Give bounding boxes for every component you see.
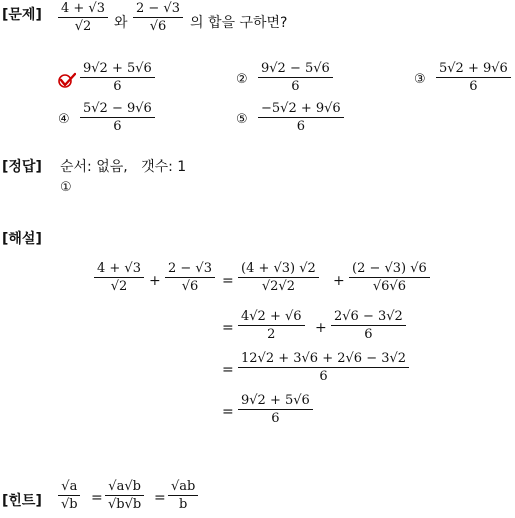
hint-fraction-1 xyxy=(58,480,81,511)
fraction-numerator: 9√2 − 5√6 xyxy=(258,62,333,78)
fraction-denominator: 6 xyxy=(296,118,305,134)
solution-step4-fraction xyxy=(238,394,313,425)
solution-step1-fraction-2 xyxy=(349,262,430,293)
fraction-numerator: 12√2 + 3√6 + 2√6 − 3√2 xyxy=(238,352,409,368)
hint-fraction-2 xyxy=(105,480,144,511)
conjunction-text: 와 xyxy=(114,15,128,31)
fraction-numerator: 9√2 + 5√6 xyxy=(80,62,155,78)
fraction-denominator: 6 xyxy=(319,368,328,384)
answer-value: ① xyxy=(60,180,72,195)
fraction-denominator: 2 xyxy=(267,326,276,342)
plus-sign: + xyxy=(333,273,345,289)
equals-sign: = xyxy=(222,273,234,289)
solution-step3-fraction xyxy=(238,352,409,383)
fraction-numerator: 5√2 − 9√6 xyxy=(80,102,155,118)
fraction-denominator: 6 xyxy=(271,410,280,426)
choice-2-fraction[interactable] xyxy=(258,62,333,93)
fraction-denominator: 6 xyxy=(291,78,300,94)
answer-label: [정답] xyxy=(2,159,42,175)
fraction-denominator: √6 xyxy=(149,18,167,34)
choice-2-marker[interactable]: ② xyxy=(236,72,248,87)
choice-5-fraction[interactable] xyxy=(258,102,344,133)
solution-step1-fraction-1 xyxy=(238,262,319,293)
equals-sign: = xyxy=(154,490,166,506)
fraction-numerator: √ab xyxy=(168,480,198,496)
fraction-denominator: √6√6 xyxy=(372,278,406,294)
fraction-numerator: 5√2 + 9√6 xyxy=(436,62,511,78)
solution-step2-fraction-1 xyxy=(238,310,305,341)
fraction-numerator: (4 + √3) √2 xyxy=(238,262,319,278)
question-text: 의 합을 구하면? xyxy=(190,15,288,31)
fraction-denominator: 6 xyxy=(469,78,478,94)
choice-5-marker[interactable]: ⑤ xyxy=(236,112,248,127)
fraction-numerator: 4√2 + √6 xyxy=(238,310,305,326)
problem-fraction-1 xyxy=(58,2,108,33)
fraction-numerator: −5√2 + 9√6 xyxy=(258,102,344,118)
problem-label: [문제] xyxy=(2,7,42,23)
solution-label: [해설] xyxy=(2,231,42,247)
choice-4-marker[interactable]: ④ xyxy=(58,112,70,127)
solution-lhs-fraction-2 xyxy=(165,262,215,293)
equals-sign: = xyxy=(222,362,234,378)
fraction-numerator: 4 + √3 xyxy=(94,262,144,278)
fraction-denominator: 6 xyxy=(364,326,373,342)
fraction-denominator: b xyxy=(179,496,188,512)
plus-sign: + xyxy=(315,320,327,336)
plus-sign: + xyxy=(149,273,161,289)
choice-3-fraction[interactable] xyxy=(436,62,511,93)
fraction-numerator: 9√2 + 5√6 xyxy=(238,394,313,410)
choice-3-marker[interactable]: ③ xyxy=(414,72,426,87)
fraction-denominator: √2 xyxy=(110,278,128,294)
fraction-numerator: (2 − √3) √6 xyxy=(349,262,430,278)
fraction-numerator: √a√b xyxy=(105,480,144,496)
fraction-numerator: 2√6 − 3√2 xyxy=(331,310,406,326)
fraction-denominator: 6 xyxy=(113,118,122,134)
fraction-numerator: 2 − √3 xyxy=(165,262,215,278)
fraction-numerator: √a xyxy=(58,480,80,496)
choice-4-fraction[interactable] xyxy=(80,102,155,133)
fraction-denominator: √b xyxy=(61,496,78,512)
fraction-denominator: √2√2 xyxy=(261,278,295,294)
fraction-numerator: 2 − √3 xyxy=(133,2,183,18)
choice-1-fraction[interactable] xyxy=(80,62,155,93)
fraction-denominator: √6 xyxy=(181,278,199,294)
checkmark-icon xyxy=(58,72,76,88)
equals-sign: = xyxy=(91,490,103,506)
fraction-numerator: 4 + √3 xyxy=(58,2,108,18)
problem-fraction-2 xyxy=(133,2,183,33)
answer-info: 순서: 없음, 갯수: 1 xyxy=(60,159,187,175)
fraction-denominator: √2 xyxy=(74,18,92,34)
hint-fraction-3 xyxy=(168,480,198,511)
hint-label: [힌트] xyxy=(2,493,42,509)
solution-step2-fraction-2 xyxy=(331,310,406,341)
fraction-denominator: 6 xyxy=(113,78,122,94)
solution-lhs-fraction-1 xyxy=(94,262,144,293)
fraction-denominator: √b√b xyxy=(108,496,142,512)
equals-sign: = xyxy=(222,404,234,420)
equals-sign: = xyxy=(222,320,234,336)
